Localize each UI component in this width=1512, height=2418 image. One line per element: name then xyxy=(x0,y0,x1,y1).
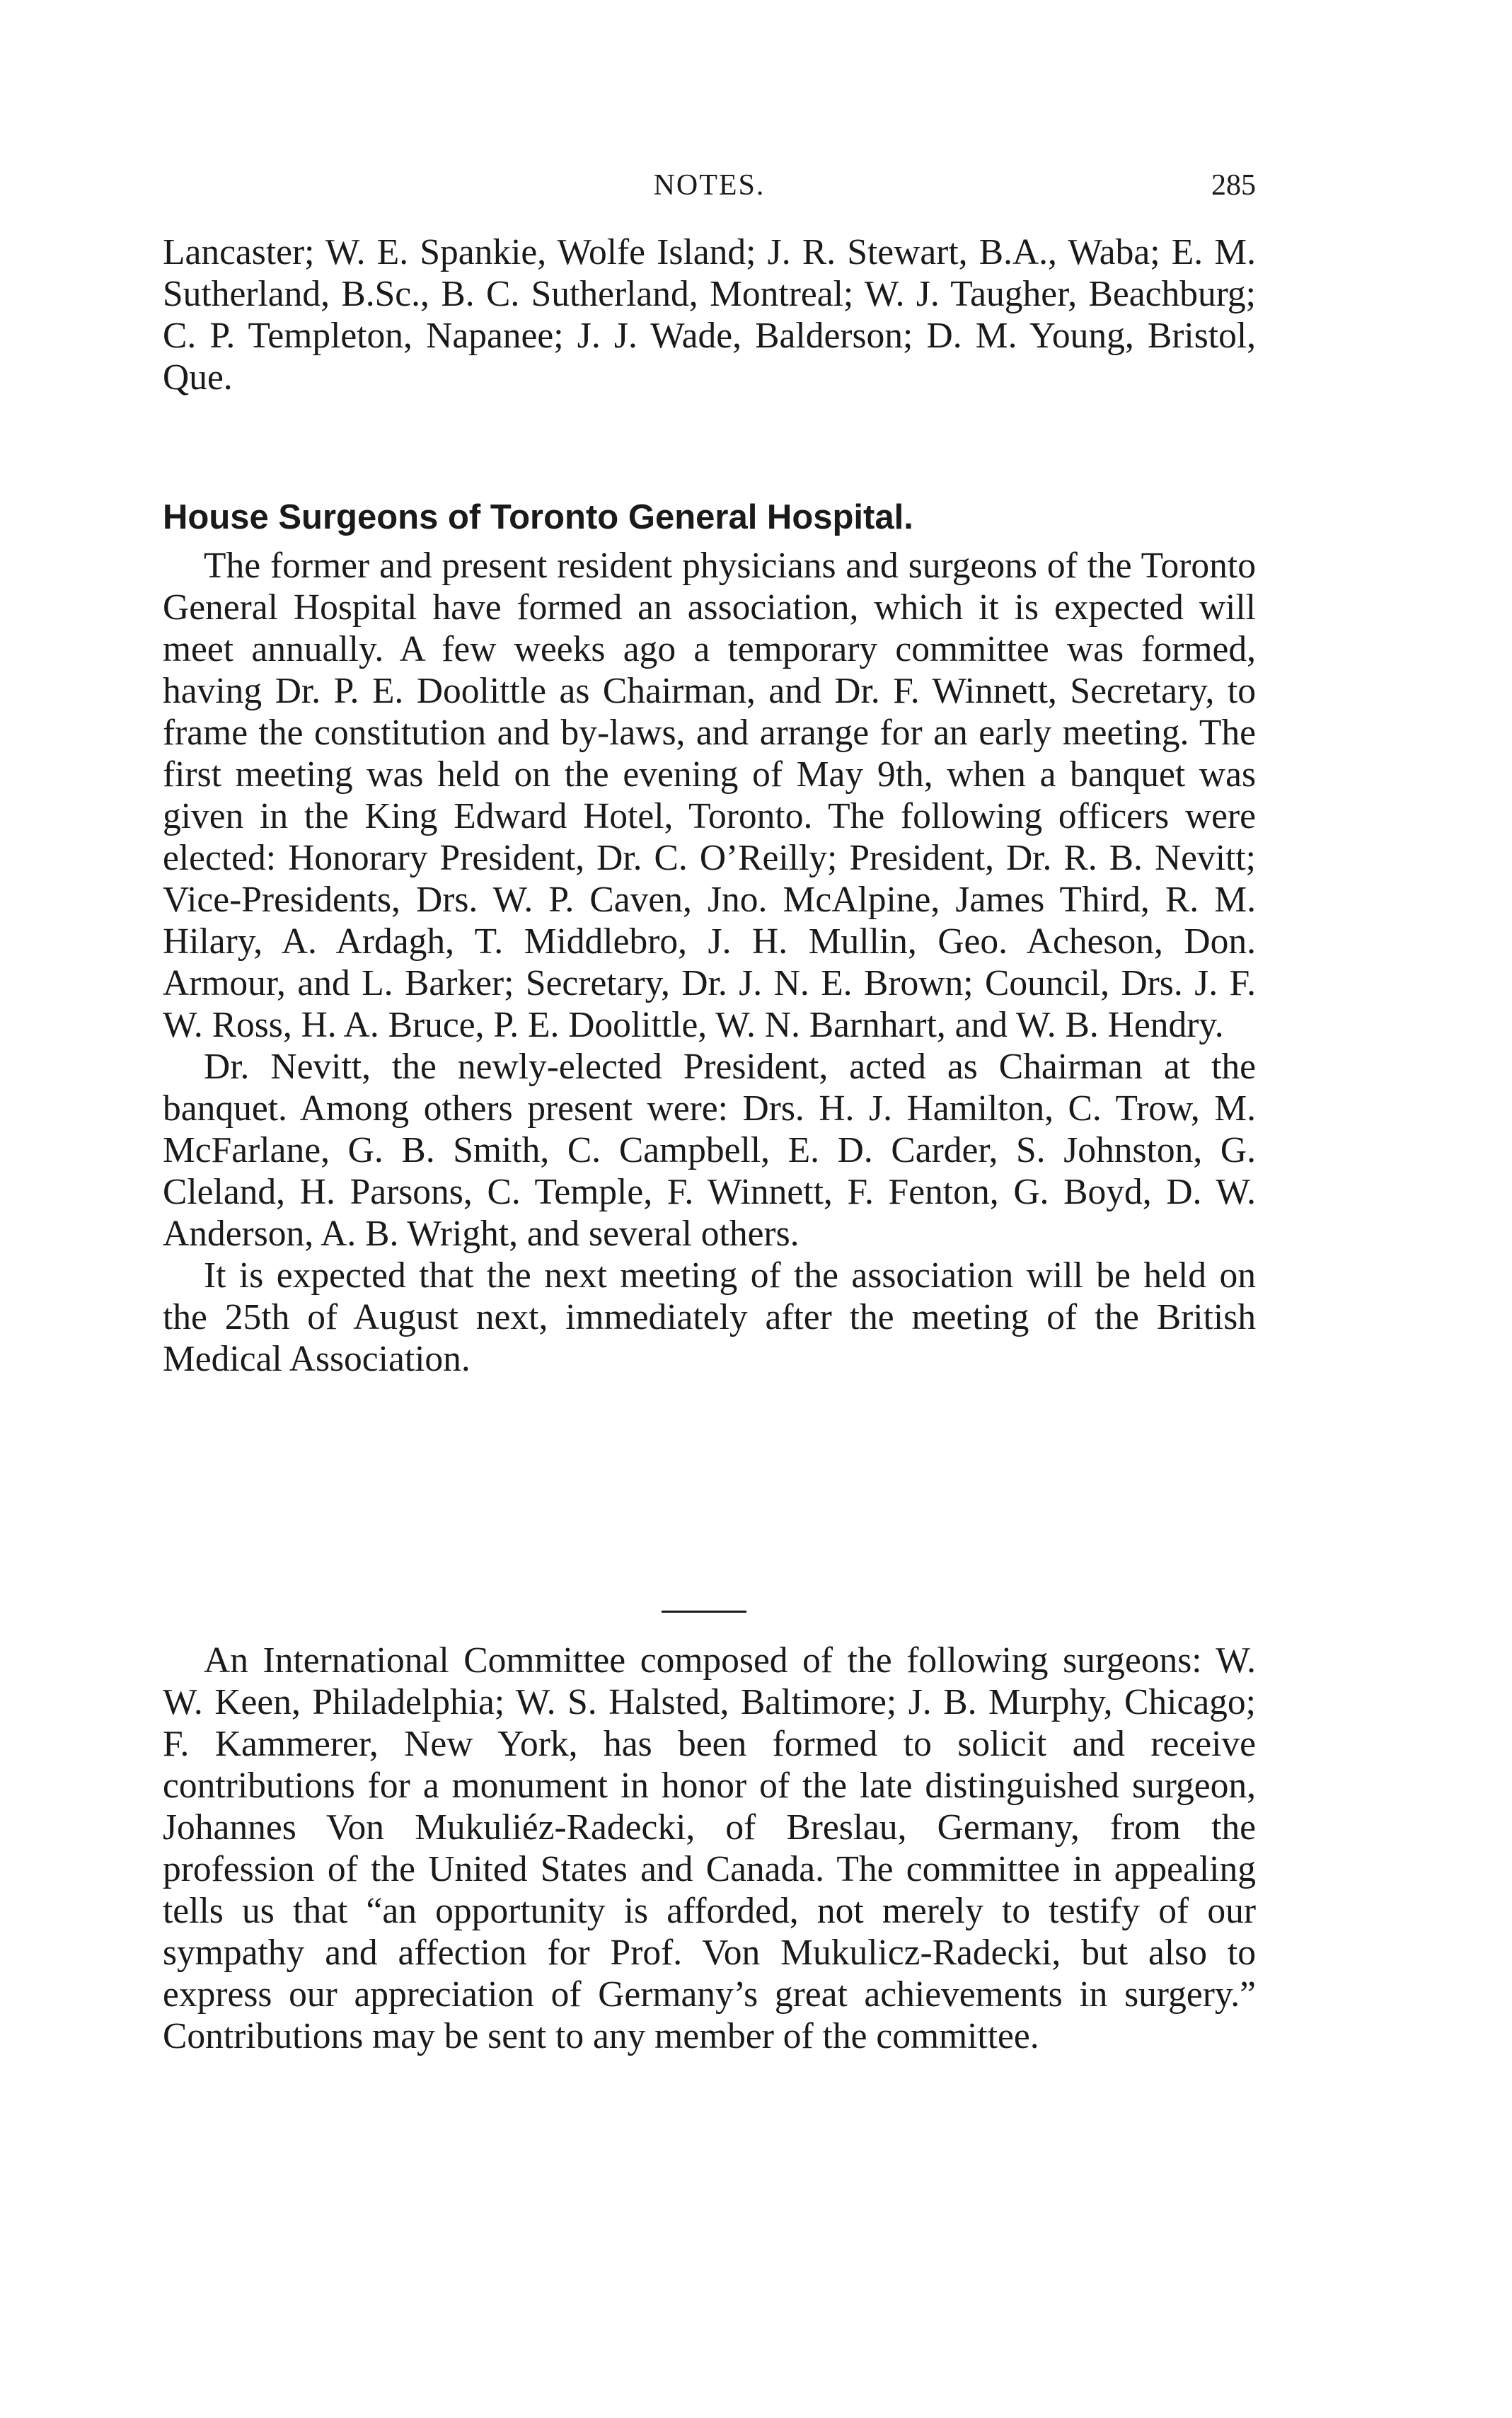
committee-paragraph: An International Committee composed of the following surgeons: W. W. Keen, Philadelphia; W. S. Halsted, Baltimore; J. B. Murphy, Chicago; F. Kammerer, New York, has been formed to solicit and receive contributions for a monument in honor of the late distinguished surgeon, Johannes Von Mukuliéz-Radecki, of Breslau, Germany, from the profession of the United States and Canada. The committee in appealing tells us that “an opportunity is afforded, not merely to testify of our sympathy and affection for Prof. Von Mukulicz-Radecki, but also to express our appreciation of Germany’s great achievements in surgery.” Contributions may be sent to any member of the committee. xyxy=(163,1640,1256,2056)
association-paragraph: The former and present resident physicians and surgeons of the Toronto General Hospital have formed an association, which it is expected will meet annually. A few weeks ago a temporary committee was formed, having Dr. P. E. Doolittle as Chairman, and Dr. F. Winnett, Secretary, to frame the constitution and by-laws, and arrange for an early meeting. The first meeting was held on the evening of May 9th, when a banquet was given in the King Edward Hotel, Toronto. The following officers were elected: Honorary President, Dr. C. O’Reilly; President, Dr. R. B. Nevitt; Vice-Presidents, Drs. W. P. Caven, Jno. McAlpine, James Third, R. M. Hilary, A. Ardagh, T. Middlebro, J. H. Mullin, Geo. Acheson, Don. Armour, and L. Barker; Secretary, Dr. J. N. E. Brown; Council, Drs. J. F. W. Ross, H. A. Bruce, P. E. Doolittle, W. N. Barnhart, and W. B. Hendry. xyxy=(163,546,1256,1045)
section-heading: House Surgeons of Toronto General Hospital. xyxy=(163,498,913,536)
continued-text: Lancaster; W. E. Spankie, Wolfe Island; J. R. Stewart, B.A., Waba; E. M. Sutherland, B.Sc., B. C. Sutherland, Montreal; W. J. Taugher, Beachburg; C. P. Templeton, Napanee; J. J. Wade, Balderson; D. M. Young, Bristol, Que. xyxy=(163,232,1256,398)
house-surgeons-section xyxy=(163,545,1256,1380)
banquet-paragraph: Dr. Nevitt, the newly-elected President, acted as Chairman at the banquet. Among others present were: Drs. H. J. Hamilton, C. Trow, M. McFarlane, G. B. Smith, C. Campbell, E. D. Carder, S. Johnston, G. Cleland, H. Parsons, C. Temple, F. Winnett, F. Fenton, G. Boyd, D. W. Anderson, A. B. Wright, and several others. xyxy=(163,1047,1256,1254)
international-committee-section xyxy=(163,1640,1256,2057)
next-meeting-paragraph: It is expected that the next meeting of the association will be held on the 25th of August next, immediately after the meeting of the British Medical Association. xyxy=(163,1255,1256,1379)
running-title: NOTES. xyxy=(653,169,766,202)
continued-list-paragraph xyxy=(163,231,1256,398)
running-head xyxy=(163,164,1256,207)
page-number: 285 xyxy=(1211,169,1256,202)
section-divider xyxy=(662,1611,746,1613)
